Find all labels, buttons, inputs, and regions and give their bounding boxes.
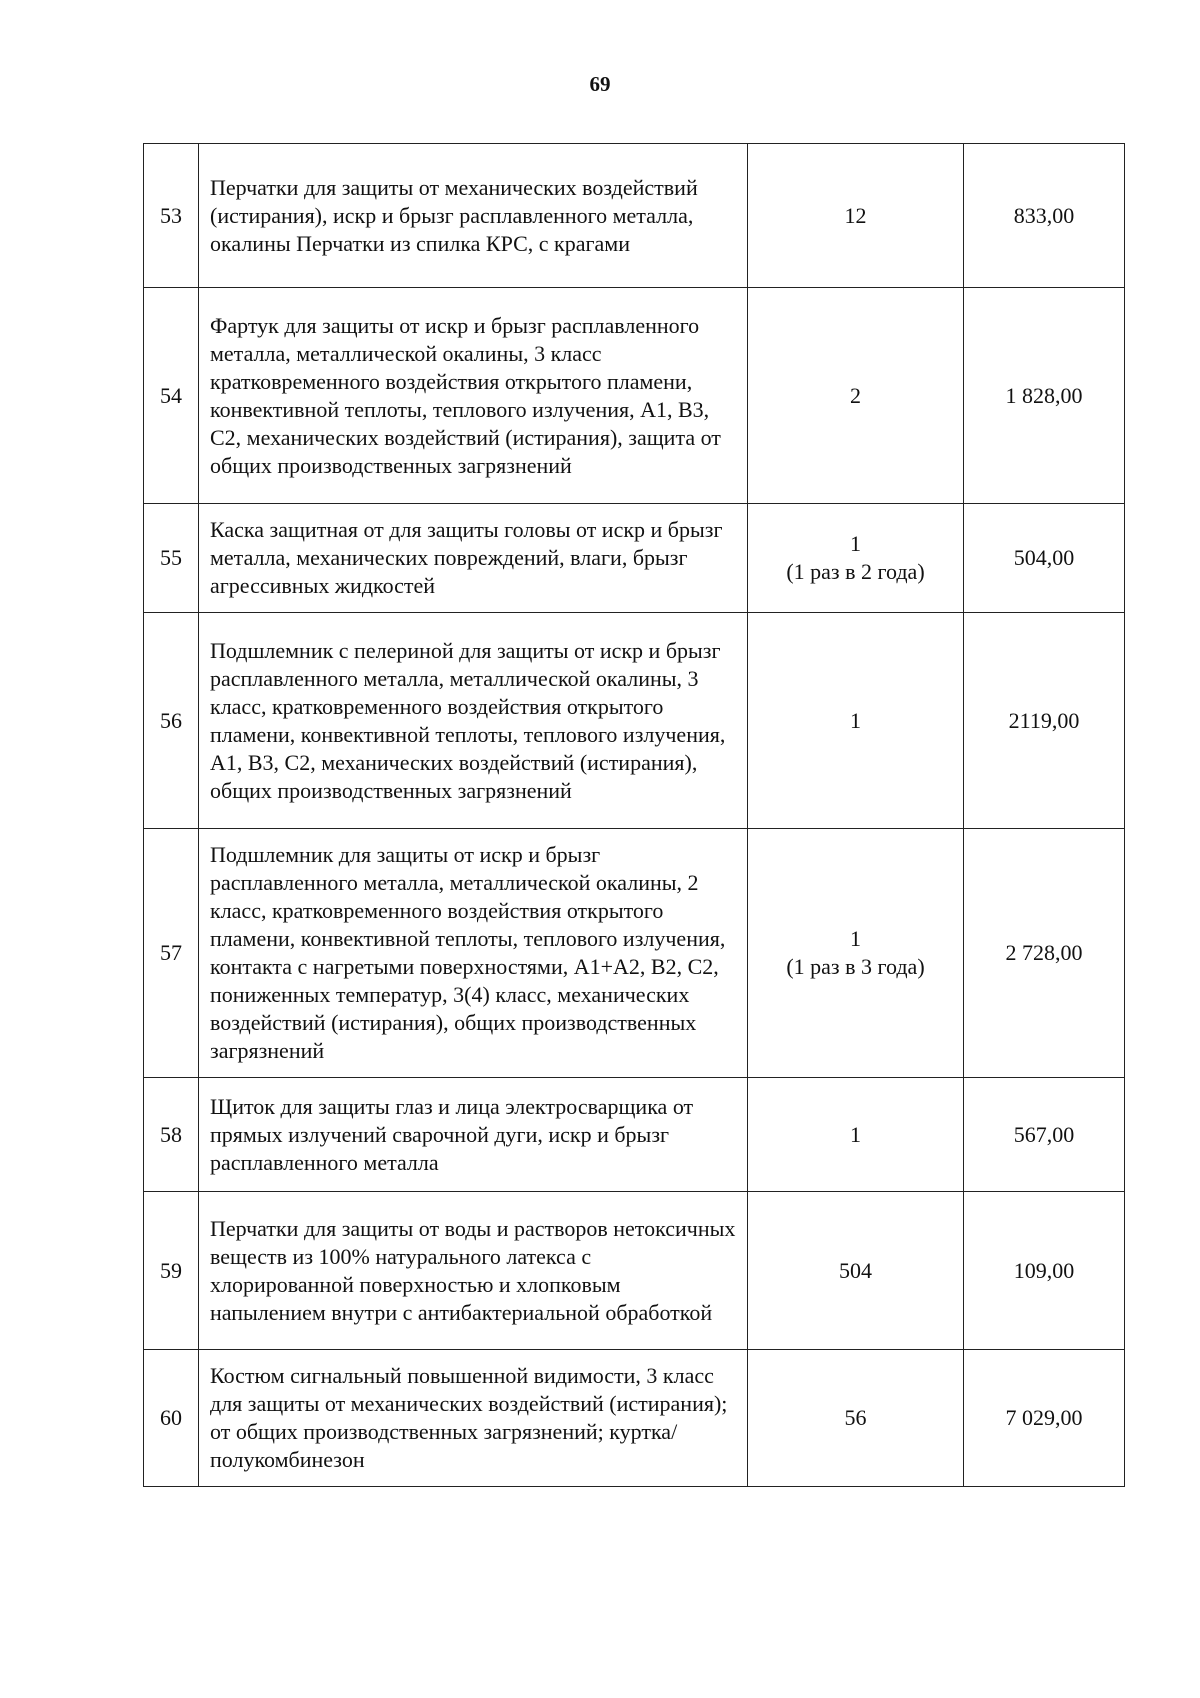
item-description: Перчатки для защиты от механических воздействий (истирания), искр и брызг расплавленного металла, окалины Перчатки из спилка КРС, с крагами xyxy=(199,144,748,288)
row-number: 55 xyxy=(144,504,199,613)
quantity-value: 1 xyxy=(850,707,861,733)
item-price: 833,00 xyxy=(964,144,1125,288)
row-number: 57 xyxy=(144,829,199,1078)
table-row xyxy=(144,1350,1125,1487)
item-description: Костюм сигнальный повышенной видимости, 3 класс для защиты от механических воздействий (истирания); от общих производственных загрязнений; куртка/полукомбинезон xyxy=(199,1350,748,1487)
ppe-price-table xyxy=(143,143,1125,1487)
item-quantity xyxy=(748,288,964,504)
table-row xyxy=(144,829,1125,1078)
row-number: 56 xyxy=(144,613,199,829)
item-quantity xyxy=(748,504,964,613)
row-number: 58 xyxy=(144,1078,199,1192)
item-description: Перчатки для защиты от воды и растворов нетоксичных веществ из 100% натурального латекса с хлорированной поверхностью и хлопковым напылением внутри с антибактериальной обработкой xyxy=(199,1192,748,1350)
quantity-note: (1 раз в 2 года) xyxy=(786,559,925,584)
quantity-value: 56 xyxy=(844,1405,867,1430)
item-description: Фартук для защиты от искр и брызг расплавленного металла, металлической окалины, 3 класс кратковременного воздействия открытого пламени, конвективной теплоты, теплового излучения, А1, В3, С2, механических воздействий (истирания), защита от общих производственных загрязнений xyxy=(199,288,748,504)
item-quantity xyxy=(748,1350,964,1487)
item-price: 2119,00 xyxy=(964,613,1125,829)
row-number: 60 xyxy=(144,1350,199,1487)
item-price: 1 828,00 xyxy=(964,288,1125,504)
row-number: 53 xyxy=(144,144,199,288)
item-price: 2 728,00 xyxy=(964,829,1125,1078)
item-quantity xyxy=(748,1192,964,1350)
table-row xyxy=(144,504,1125,613)
item-price: 567,00 xyxy=(964,1078,1125,1192)
table-row xyxy=(144,613,1125,829)
item-description: Подшлемник для защиты от искр и брызг расплавленного металла, металлической окалины, 2 класс, кратковременного воздействия открытого пламени, конвективной теплоты, теплового излучения, контакта с нагретыми поверхностями, А1+А2, В2, С2, пониженных температур, 3(4) класс, механических воздействий (истирания), общих производственных загрязнений xyxy=(199,829,748,1078)
item-description: Каска защитная от для защиты головы от искр и брызг металла, механических повреждений, влаги, брызг агрессивных жидкостей xyxy=(199,504,748,613)
quantity-value: 504 xyxy=(839,1257,872,1283)
item-price: 109,00 xyxy=(964,1192,1125,1350)
row-number: 54 xyxy=(144,288,199,504)
table-row xyxy=(144,1192,1125,1350)
item-quantity xyxy=(748,613,964,829)
item-description: Подшлемник с пелериной для защиты от искр и брызг расплавленного металла, металлической окалины, 3 класс, кратковременного воздействия открытого пламени, конвективной теплоты, теплового излучения, А1, В3, С2, механических воздействий (истирания), общих производственных загрязнений xyxy=(199,613,748,829)
item-price: 7 029,00 xyxy=(964,1350,1125,1487)
quantity-value: 1 xyxy=(850,926,861,951)
table-row xyxy=(144,288,1125,504)
item-price: 504,00 xyxy=(964,504,1125,613)
table-row xyxy=(144,144,1125,288)
quantity-value: 2 xyxy=(850,382,861,408)
quantity-value: 1 xyxy=(850,531,861,556)
row-number: 59 xyxy=(144,1192,199,1350)
item-quantity xyxy=(748,144,964,288)
page-number: 69 xyxy=(589,72,611,96)
quantity-value: 12 xyxy=(844,202,867,228)
table-row xyxy=(144,1078,1125,1192)
item-description: Щиток для защиты глаз и лица электросварщика от прямых излучений сварочной дуги, искр и брызг расплавленного металла xyxy=(199,1078,748,1192)
quantity-value: 1 xyxy=(850,1121,861,1147)
item-quantity xyxy=(748,1078,964,1192)
quantity-note: (1 раз в 3 года) xyxy=(786,954,925,979)
item-quantity xyxy=(748,829,964,1078)
